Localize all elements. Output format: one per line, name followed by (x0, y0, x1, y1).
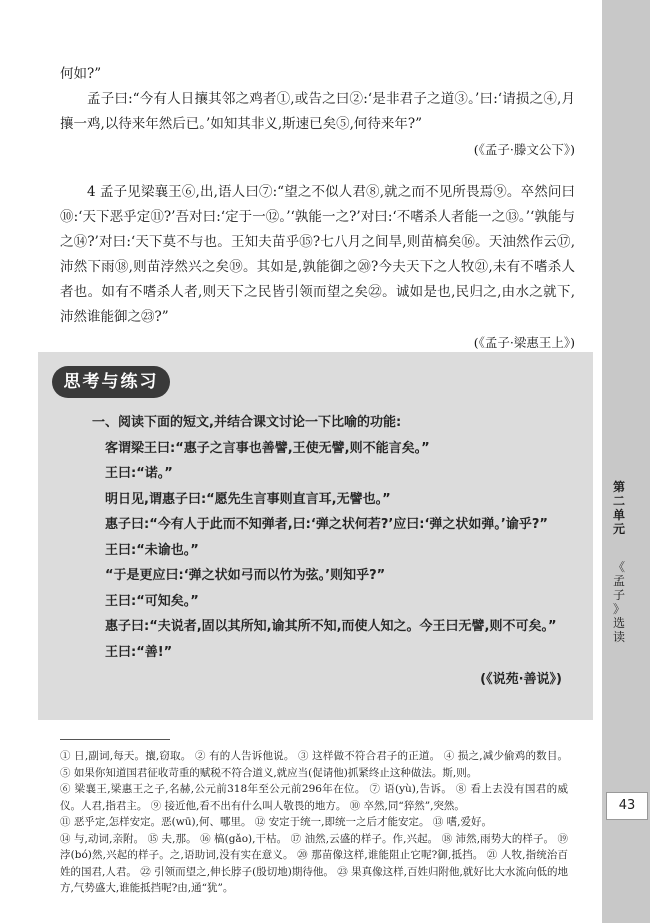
footnotes (60, 748, 568, 897)
book-label (610, 560, 628, 644)
unit-char: 第 (612, 480, 625, 494)
exercise-line: 客谓梁王曰:“惠子之言事也善譬,王使无譬,则不能言矣。” (105, 440, 430, 456)
unit-label (608, 480, 630, 536)
paragraph-continuation: 何如?” (60, 66, 102, 82)
main-text (60, 62, 575, 355)
page-number: 43 (606, 792, 648, 820)
source-citation-2: (《孟子·梁惠王上》) (473, 335, 575, 350)
book-char: 孟 (612, 574, 625, 588)
spacer (60, 162, 575, 180)
exercise-line: 王曰:“可知矣。” (105, 593, 199, 609)
book-char: 子 (612, 588, 625, 602)
footnote-divider (60, 739, 170, 740)
exercise-section (38, 352, 593, 720)
exercise-question: 一、阅读下面的短文,并结合课文讨论一下比喻的功能: (92, 415, 402, 430)
book-char: 读 (612, 630, 625, 644)
exercise-line: 王曰:“诺。” (105, 466, 173, 481)
footnote-block: ⑪ 恶乎定,怎样安定。恶(wū),何、哪里。 ⑫ 安定于统一,即统一之后才能安定。 ⑬ 嗜,爱好。 (60, 816, 492, 828)
paragraph-3: 孟子曰:“今有人日攘其邻之鸡者①,或告之曰②:‘是非君子之道③。’曰:‘请损之④,月攘一鸡,以待来年然后已。’如知其非义,斯速已矣⑤,何待来年?” (60, 91, 575, 132)
exercise-source: (《说苑·善说》) (480, 672, 562, 687)
exercise-line: 惠子曰:“夫说者,固以其所知,谕其所不知,而使人知之。今王曰无譬,则不可矣。” (105, 619, 557, 634)
footnote-block: ⑭ 与,动词,亲附。 ⑮ 夫,那。 ⑯ 槁(gǎo),干枯。 ⑰ 油然,云盛的样子。作,兴起。 ⑱ 沛然,雨势大的样子。 ⑲ 浡(bó)然,兴起的样子。之,语助词,没有实在意义。 ⑳ 那苗像这样,谁能阻止它呢?御,抵挡。 ㉑ 人牧,指统治百姓的国君,人君。 ㉒ 引领而望之,伸长脖子(殷切地)期待他。 ㉓ 果真像这样,百姓归附他,就好比大水流向低的地方,气势盛大,谁能抵挡呢?由,通“犹”。 (60, 832, 568, 894)
unit-char: 单 (612, 508, 625, 522)
book-char: 》 (612, 602, 625, 616)
footnote-block: ① 日,副词,每天。攘,窃取。 ② 有的人告诉他说。 ③ 这样做不符合君子的正道。 ④ 损之,减少偷鸡的数目。 ⑤ 如果你知道国君征收苛重的赋税不符合道义,就应当(促请他)抓紧终止这种做法。斯,则。 (60, 750, 568, 779)
exercise-content (92, 410, 562, 693)
book-char: 《 (612, 560, 625, 574)
exercise-title: 思考与练习 (52, 366, 170, 398)
exercise-line: 王曰:“未谕也。” (105, 542, 199, 558)
unit-char: 二 (612, 494, 625, 508)
exercise-line: 惠子曰:“今有人于此而不知弹者,曰:‘弹之状何若?’应曰:‘弹之状如弹。’谕乎?” (105, 517, 548, 532)
exercise-line: “于是更应曰:‘弹之状如弓而以竹为弦。’则知乎?” (105, 568, 386, 583)
exercise-line: 明日见,谓惠子曰:“愿先生言事则直言耳,无譬也。” (105, 491, 391, 507)
unit-char: 元 (612, 522, 625, 536)
exercise-line: 王曰:“善!” (105, 644, 173, 660)
footnote-block: ⑥ 梁襄王,梁惠王之子,名赫,公元前318年至公元前296年在位。 ⑦ 语(yù),告诉。 ⑧ 看上去没有国君的威仪。人君,指君主。 ⑨ 接近他,看不出有什么叫人敬畏的地方。 ⑩ 卒然,同“猝然”,突然。 (60, 783, 568, 812)
paragraph-4: 4 孟子见梁襄王⑥,出,语人曰⑦:“望之不似人君⑧,就之而不见所畏焉⑨。卒然问曰⑩:‘天下恶乎定⑪?’吾对曰:‘定于一⑫。’‘孰能一之?’对曰:‘不嗜杀人者能一之⑬。’‘孰能与之⑭?’对曰:‘天下莫不与也。王知夫苗乎⑮?七八月之间旱,则苗槁矣⑯。天油然作云⑰,沛然下雨⑱,则苗浡然兴之矣⑲。其如是,孰能御之⑳?今夫天下之人牧㉑,未有不嗜杀人者也。如有不嗜杀人者,则天下之民皆引领而望之矣㉒。诚如是也,民归之,由水之就下,沛然谁能御之㉓?” (60, 184, 575, 325)
source-citation-1: (《孟子·滕文公下》) (473, 142, 575, 157)
book-char: 选 (612, 616, 625, 630)
page-sidebar (602, 0, 650, 923)
